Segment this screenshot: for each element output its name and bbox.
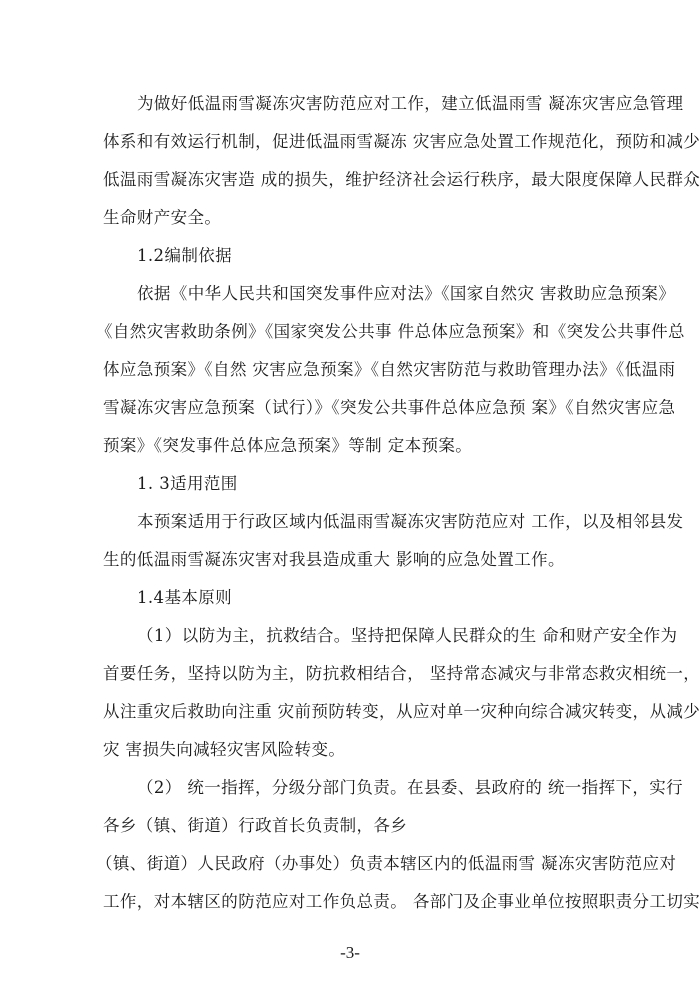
- section-heading-1-4: 1.4基本原则: [137, 588, 233, 607]
- body-line-1: 为做好低温雨雪凝冻灾害防范应对工作，建立低温雨雪 凝冻灾害应急管理: [137, 94, 684, 113]
- body-line-19: 工作，对本辖区的防范应对工作负总责。 各部门及企事业单位按照职责分工切实: [103, 892, 700, 911]
- body-line-13: 首要任务，坚持以防为主，防抗救相结合， 坚持常态减灾与非常态救灾相统一，: [103, 664, 700, 683]
- body-line-2: 体系和有效运行机制，促进低温雨雪凝冻 灾害应急处置工作规范化，预防和减少: [103, 132, 700, 151]
- section-heading-1-2: 1.2编制依据: [137, 246, 233, 265]
- body-line-15: 灾 害损失向减轻灾害风险转变。: [103, 740, 346, 759]
- body-line-16: （2） 统一指挥，分级分部门负责。在县委、县政府的 统一指挥下，实行: [137, 778, 684, 797]
- body-line-5: 依据《中华人民共和国突发事件应对法》《国家自然灾 害救助应急预案》: [137, 284, 676, 303]
- body-line-6: 《自然灾害救助条例》《国家突发公共事 件总体应急预案》和《突发公共事件总: [96, 322, 685, 341]
- body-line-8: 雪凝冻灾害应急预案（试行）》《突发公共事件总体应急预 案》《自然灾害应急: [103, 398, 676, 417]
- body-line-3: 低温雨雪凝冻灾害造 成的损失，维护经济社会运行秩序，最大限度保障人民群众: [103, 170, 700, 189]
- section-heading-1-3: 1. 3适用范围: [137, 474, 238, 493]
- body-line-11: 生的低温雨雪凝冻灾害对我县造成重大 影响的应急处置工作。: [103, 550, 565, 569]
- body-line-14: 从注重灾后救助向注重 灾前预防转变，从应对单一灾种向综合减灾转变，从减少: [103, 702, 700, 721]
- body-line-17: 各乡（镇、街道）行政首长负责制，各乡: [103, 816, 408, 835]
- body-line-10: 本预案适用于行政区域内低温雨雪凝冻灾害防范应对 工作，以及相邻县发: [137, 512, 684, 531]
- body-line-7: 体应急预案》《自然 灾害应急预案》《自然灾害防范与救助管理办法》《低温雨: [103, 360, 676, 379]
- body-line-18: （镇、街道）人民政府（办事处）负责本辖区内的低温雨雪 凝冻灾害防范应对: [96, 854, 677, 873]
- body-line-9: 预案》《突发事件总体应急预案》等制 定本预案。: [103, 436, 473, 455]
- body-line-12: （1）以防为主，抗救结合。坚持把保障人民群众的生 命和财产安全作为: [137, 626, 678, 645]
- body-line-4: 生命财产安全。: [103, 208, 222, 227]
- page-number: -3-: [340, 943, 360, 962]
